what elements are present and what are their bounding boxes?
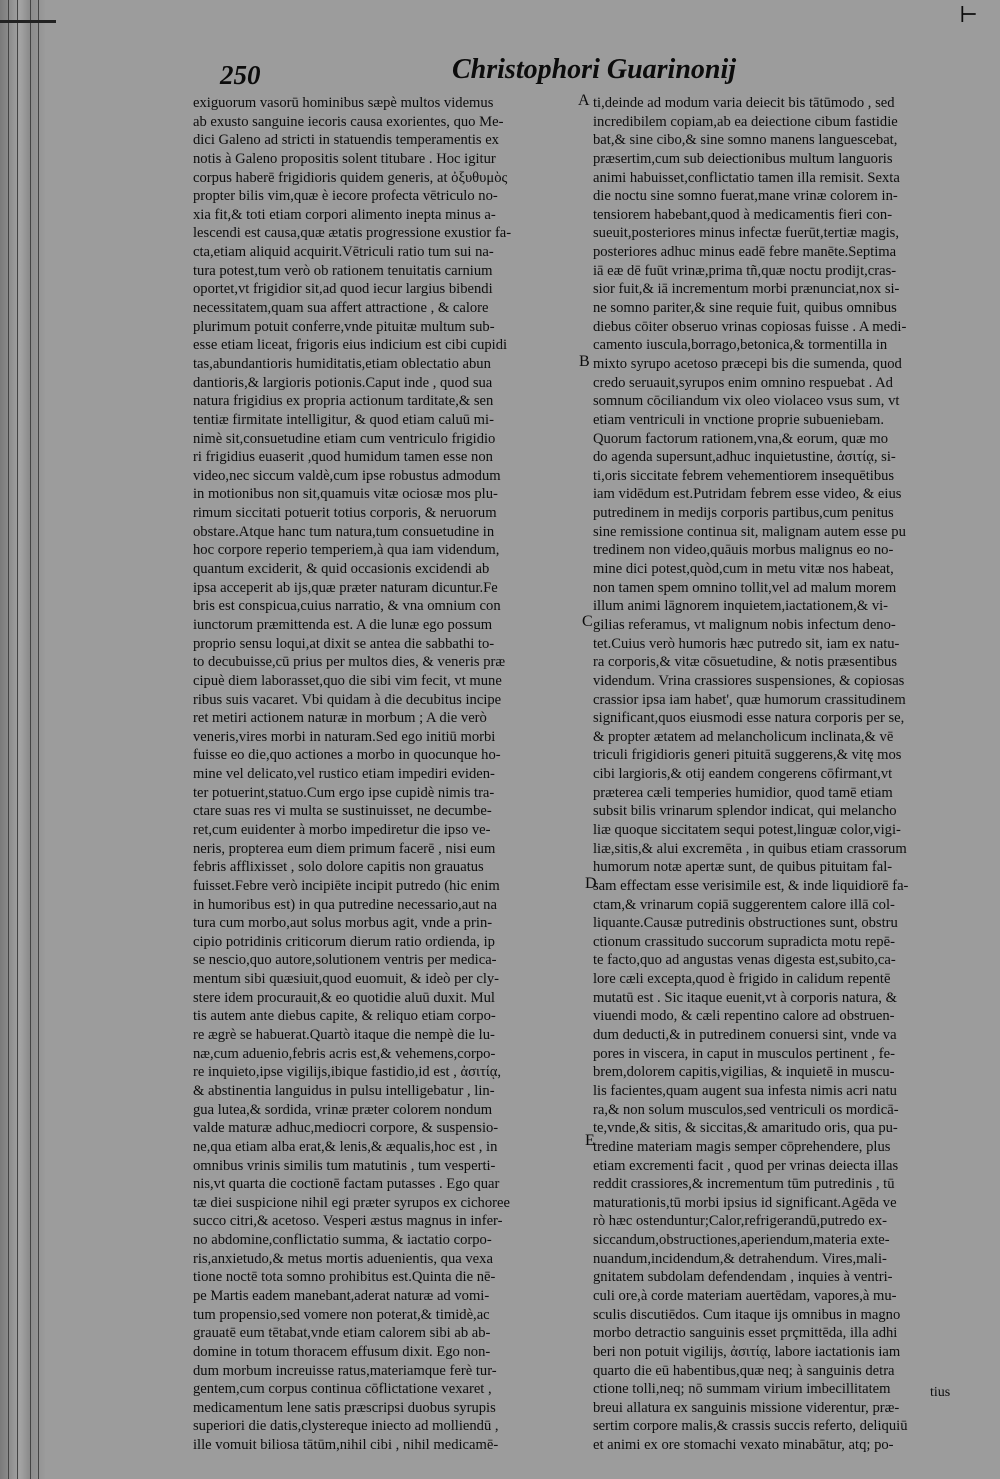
text-line: sam effectam esse verisimile est, & inde liquidiorē fa- xyxy=(593,877,909,894)
text-line: veneris,vires morbi in naturam.Sed ego initiū morbi xyxy=(193,728,496,745)
text-line: somnum cōciliandum vix oleo violaceo vsus sum, vt xyxy=(593,393,900,410)
text-line: ti,deinde ad modum varia deiecit bis tātūmodo , sed xyxy=(593,95,895,111)
text-line: cta,etiam aliquid acquirit.Vētriculi ratio tum sui na- xyxy=(193,244,494,261)
text-line: nimè sit,consuetudine etiam cum ventriculo frigidio xyxy=(193,430,496,447)
text-line: tentiæ firmitate intelligitur, & quod etiam caluū mi- xyxy=(193,411,494,428)
text-line: mentum sibi quæsiuit,quod euomuit, & ideò per cly- xyxy=(193,971,500,988)
text-line: natura frigidius ex propria actionum tarditate,& sen xyxy=(193,393,494,410)
text-line: necessitatem,quam sua affert attractione , & calore xyxy=(193,300,489,317)
text-line: esse etiam liceat, frigoris eius indicium est cibi cupidi xyxy=(193,337,508,354)
text-line: obstare.Atque hanc tum natura,tum consuetudine in xyxy=(193,523,495,540)
text-line: valde maturæ adhuc,mediocri corpore, & suspensio- xyxy=(193,1120,499,1137)
text-line: liæ quoque siccitatem sequi potest,linguæ color,vigi- xyxy=(593,821,901,838)
text-line: fuisset.Febre verò incipiēte incipit putredo (hic enim xyxy=(193,877,500,894)
text-line: sine remissione continua sit, malignam autem esse pu xyxy=(593,523,906,540)
text-line: pe Martis eadem manebant,aderat naturæ ad vomi- xyxy=(193,1288,490,1304)
text-line: quarto die eū habentibus,quæ neq; à sanguinis detra xyxy=(593,1362,895,1379)
text-line: cipuè diem laborasset,quo die sibi vim fecit, vt mune xyxy=(193,672,502,689)
text-line: mixto syrupo acetoso præcepi bis die sumenda, quod xyxy=(593,355,902,372)
text-line: ne somno pariter,& sine requie fuit, quibus omnibus xyxy=(593,300,897,317)
text-line: corpus haberē frigidioris quidem generis, at ὀξυθυμὸς xyxy=(193,169,508,186)
text-line: liæ,sitis,& alui excremēta , in quibus etiam crassorum xyxy=(593,840,907,857)
text-line: animi habuisset,conflictatio tamen illa remisit. Sexta xyxy=(593,169,900,186)
text-line: to decubuisse,cū prius per multos dies, & veneris præ xyxy=(193,654,506,671)
text-line: ab exusto sanguine iecoris causa exorientes, quo Me- xyxy=(193,113,504,130)
text-line: subsit bilis vrinarum splendor indicat, qui melancho xyxy=(593,803,897,820)
text-line: ter potuerint,statuo.Cum ergo ipse cupidè nimis tra- xyxy=(193,784,495,801)
text-line: fuisse eo die,quo actiones a morbo in quocunque ho- xyxy=(193,747,501,764)
text-line: tensiorem habebant,quod à medicamentis fieri con- xyxy=(593,206,893,223)
text-line: sculis discutiēdos. Cum itaque ijs omnibus in magno xyxy=(593,1306,901,1323)
text-line: ra,& non solum musculos,sed ventriculi os mordicā- xyxy=(593,1101,899,1118)
text-line: dantioris,& largioris potionis.Caput inde , quod sua xyxy=(193,374,493,391)
text-line: iunctorum præmittenda est. A die lunæ ego possum xyxy=(193,616,493,633)
text-line: nis,vt quarta die coctionē factam putasses . Ego quar xyxy=(193,1176,500,1193)
text-line: reddit crassiores,& incrementum tūm putredinis , tū xyxy=(593,1176,895,1193)
text-line: succo citri,& acetoso. Vesperi æstus magnus in infer- xyxy=(193,1213,503,1230)
text-line: siccandum,obstructiones,aperiendum,materia exte- xyxy=(593,1232,890,1249)
text-line: maturationis,tū morbi ipsius id significant.Agēda ve xyxy=(593,1194,897,1211)
text-line: neris, propterea eum diem primum facerē , nisi eum xyxy=(193,840,496,857)
text-line: cipio potridinis criticorum dierum ratio ordienda, ip xyxy=(193,933,495,950)
text-line: culi ore,à corde materiam auertēdam, vapores,à mu- xyxy=(593,1288,897,1304)
margin-marker-b: B xyxy=(579,353,590,370)
running-title: Christophori Guarinonij xyxy=(452,54,737,85)
text-line: quantum exciderit, & quid occasionis excidendi ab xyxy=(193,561,490,578)
text-line: tet.Cuius verò humoris hæc putredo sit, iam ex natu- xyxy=(593,635,900,652)
text-line: putredinem in medijs corporis partibus,cum penitus xyxy=(593,505,894,522)
text-line: rò hæc ostenduntur;Calor,refrigerandū,putredo ex- xyxy=(593,1213,888,1230)
text-line: tredine materiam magis semper cōprehendere, plus xyxy=(593,1138,891,1155)
text-line: humorum notæ apertæ sunt, de quibus pituitam fal- xyxy=(593,859,893,876)
text-line: credo seruauit,syrupos enim omnino respuebat . Ad xyxy=(593,374,893,391)
text-line: oportet,vt frigidior sit,ad quod iecur largius bibendi xyxy=(193,281,493,298)
text-line: mutatū est . Sic itaque euenit,vt à corporis natura, & xyxy=(593,989,897,1006)
text-line: tas,abundantioris humiditatis,etiam oblectatio abun xyxy=(193,355,491,372)
margin-marker-e: E xyxy=(585,1132,595,1149)
text-line: ctione tolli,neq; nō summam virium imbecillitatem xyxy=(593,1381,891,1398)
text-line: sior fuit,& iā incrementum morbi prænunciat,nox si- xyxy=(593,281,900,298)
text-line: notis à Galeno propositis solent titubare . Hoc igitur xyxy=(193,150,496,167)
text-line: re ægrè se habuerat.Quartò itaque die nempè die lu- xyxy=(193,1027,495,1044)
text-line: ctam,& vrinarum copiā suggerentem calore illā col- xyxy=(593,896,895,913)
text-line: xia fit,& toti etiam corpori alimento inepta minus a- xyxy=(193,206,496,223)
text-line: mine vel delicato,vel rustico etiam impediri eviden- xyxy=(193,766,495,783)
text-line: beri non potuit vigilijs, ἀσιτίᾳ, labore iactationis iam xyxy=(593,1343,901,1360)
text-line: ne,qua etiam alba erat,& lenis,& æqualis,hoc est , in xyxy=(193,1138,498,1155)
text-line: nuandum,incidendum,& detrahendum. Vires,mali- xyxy=(593,1250,887,1267)
binding-gutter xyxy=(0,0,46,1479)
text-line: se nescio,quo autore,solutionem ventris per medica- xyxy=(193,952,497,969)
text-line: febris afflixisset , solo dolore capitis non grauatus xyxy=(193,859,484,876)
text-line: ret,cum euidenter à morbo impediretur die ipso ve- xyxy=(193,821,491,838)
margin-marker-a: A xyxy=(578,92,590,109)
text-line: ctionum crassitudo succorum supradicta motu repē- xyxy=(593,933,895,950)
text-line: grauatē eum tētabat,vnde etiam calorem sibi ab ab- xyxy=(193,1325,491,1342)
text-line: superiori die datis,clystereque iniecto ad molliendū , xyxy=(193,1418,499,1435)
margin-marker-d: D xyxy=(585,875,597,892)
text-line: tione noctē tota somno prohibitus est.Quinta die nē- xyxy=(193,1269,496,1286)
margin-marker-c: C xyxy=(582,613,593,630)
text-line: etiam excrementi facit , quod per vrinas deiecta illas xyxy=(593,1157,899,1174)
text-line: iā eæ dē fuūt vrinæ,prima tñ,quæ noctu prodijt,cras- xyxy=(593,262,897,279)
text-line: dici Galeno ad stricti in statuendis temperamentis ex xyxy=(193,132,499,149)
text-line: etiam ventriculi in vnctione proprie subueniebam. xyxy=(593,411,884,428)
text-line: brem,dolorem capitis,vigilias, & inquietē in muscu- xyxy=(593,1064,895,1081)
catchword: tius xyxy=(930,1385,951,1400)
running-head xyxy=(210,54,770,92)
text-line: gua lutea,& sordida, vrinæ præter colorem nondum xyxy=(193,1101,493,1118)
text-line: posteriores adhuc minus eadē febre manēte.Septima xyxy=(593,244,897,261)
text-line: exiguorum vasorū hominibus sæpè multos videmus xyxy=(193,95,494,111)
text-line: videndum. Vrina crassiores suspensiones, & copiosas xyxy=(593,672,905,689)
text-line: video,nec siccum valdè,cum ipse robustus admodum xyxy=(193,467,501,484)
gutter-line xyxy=(17,0,18,1479)
text-line: gnitatem subdolam defendendam , inquies à ventri- xyxy=(593,1269,893,1286)
text-line: die noctu sine somno fuerat,mane vrinæ colorem in- xyxy=(593,188,898,205)
text-line: plurimum potuit conferre,vnde pituitæ multum sub- xyxy=(193,318,495,335)
text-line: & abstinentia languidus in pulsu intelligebatur , lin- xyxy=(193,1082,495,1099)
text-line: illum animi lāgnorem inquietem,iactationem,& vi- xyxy=(593,598,889,615)
text-line: te,vnde,& sitis, & siccitas,& amaritudo oris, qua pu- xyxy=(593,1120,898,1137)
text-line: sueuit,posteriores minus infectæ fuerūt,tertiæ magis, xyxy=(593,225,900,242)
text-line: proprio sensu loqui,at dixit se antea die sabbathi to- xyxy=(193,635,495,652)
text-line: ctare suas res vi multa se sustinuisset, ne decumbe- xyxy=(193,803,492,820)
text-line: propter bilis vim,quæ è iecore profecta vētriculo no- xyxy=(193,188,498,205)
right-text-column xyxy=(593,94,967,1455)
text-line: ra corporis,& vitæ cōsuetudine, & notis præsentibus xyxy=(593,654,898,671)
text-line: gentem,cum corpus continua cōflictatione vexaret , xyxy=(193,1381,492,1398)
text-line: ti,oris siccitate febrem vehementiorem insequētibus xyxy=(593,467,895,484)
text-line: et animi ex ore stomachi vexato minabātur, atq; po- xyxy=(593,1437,894,1454)
text-line: lore cæli excepta,quod è frigido in calidum repentē xyxy=(593,971,891,988)
text-line: præterea cæli temperies humidior, quod tamē etiam xyxy=(593,784,893,801)
text-line: diebus cōiter obseruo vrinas copiosas fuisse . A medi- xyxy=(593,318,907,335)
text-line: breui allatura ex sanguinis missione viderentur, præ- xyxy=(593,1399,900,1416)
text-line: tis autem ante diebus capite, & reliquo etiam corpo- xyxy=(193,1008,496,1025)
left-text-column xyxy=(193,94,579,1455)
text-line: ribus suis vacaret. Vbi quidam à die decubitus incipe xyxy=(193,691,502,708)
text-line: ret metiri actionem naturæ in morbum ; A die verò xyxy=(193,710,487,727)
text-line: triculi frigidioris generi pituitā suggerens,& vitę mos xyxy=(593,747,902,764)
gutter-line xyxy=(30,0,31,1479)
text-line: te facto,quo ad angustas venas digesta est,subito,ca- xyxy=(593,952,896,969)
text-line: rimum siccitati potuerit totius corporis, & neruorum xyxy=(193,505,497,522)
text-line: morbo detractio sanguinis esset prçmittēda, illa adhi xyxy=(593,1325,898,1342)
text-line: tura cum morbo,aut solus morbus agit, vnde a prin- xyxy=(193,915,493,932)
text-line: dum deducti,& in putredinem conuersi sint, vnde va xyxy=(593,1027,897,1044)
text-line: domine in totum thoracem effusum dixit. Ego non- xyxy=(193,1343,491,1360)
text-line: crassior ipsa iam habet', quæ humorum crassitudinem xyxy=(593,691,906,708)
text-line: significant,quos eiusmodi esse natura corporis per se, xyxy=(593,710,905,727)
page-number: 250 xyxy=(220,60,261,90)
text-line: ris,anxietudo,& metus mortis aduenientis, qua vexa xyxy=(193,1250,493,1267)
text-line: liquante.Causæ putredinis obstructiones sunt, obstru xyxy=(593,915,898,932)
text-line: lescendi est causa,quæ ætatis progressione exustior fa- xyxy=(193,225,512,242)
text-line: mine dici potest,quòd,cum in metu vitæ nos habeat, xyxy=(593,561,894,578)
text-line: præsertim,cum sub deiectionibus multum languoris xyxy=(593,150,893,167)
text-line: ipsa acceperit ab ijs,quæ præter naturam dicuntur.Fe xyxy=(193,579,498,596)
text-line: incredibilem copiam,ab ea deiectione cibum fastidie xyxy=(593,113,898,130)
text-line: & propter ætatem ad melancholicum inclinata,& vē xyxy=(593,728,894,745)
text-line: dum morbum increuisse ratus,materiamque ferè tur- xyxy=(193,1362,497,1379)
text-line: no abdomine,conflictatio summa, & iactatio corpo- xyxy=(193,1232,492,1249)
text-line: ille vomuit biliosa tātūm,nihil cibi , nihil medicamē- xyxy=(193,1437,499,1454)
edge-mark: ⊢ xyxy=(959,2,978,27)
text-line: in motionibus non sit,quamuis vitæ ociosæ mos plu- xyxy=(193,486,498,503)
text-line: bris est conspicua,cuius narratio, & vna omnium con xyxy=(193,598,501,615)
gutter-line xyxy=(8,0,9,1479)
text-line: tæ diei suspicione nihil egi præter syrupos ex cichoree xyxy=(193,1194,510,1211)
text-line: iam vidēdum est.Putridam febrem esse video, & eius xyxy=(593,486,902,503)
text-line: re inquieto,ipse vigilijs,ibique fastidio,id est , ἀσιτίᾳ, xyxy=(193,1064,502,1081)
gutter-line xyxy=(38,0,39,1479)
text-line: Quorum factorum rationem,vna,& eorum, quæ mo xyxy=(593,430,889,447)
text-line: cibi largioris,& otij eandem congerens cōfirmant,vt xyxy=(593,766,893,783)
text-line: bat,& sine cibo,& sine somno manens languescebat, xyxy=(593,132,898,149)
text-line: hoc corpore reperio temperiem,à qua iam videndum, xyxy=(193,542,500,559)
text-line: lis facientes,quam augent sua infesta nimis acri natu xyxy=(593,1082,897,1099)
text-line: viuendi modo, & cæli repentino calore ad obstruen- xyxy=(593,1008,895,1025)
text-line: ri frigidius euaserit ,quod humidum tamen esse non xyxy=(193,449,493,466)
text-line: medicamentum lene satis præscripsi duobus syrupis xyxy=(193,1399,496,1416)
text-line: tredinem non video,quāuis morbus malignus eo no- xyxy=(593,542,894,559)
text-line: pores in viscera, in caput in musculos pertinent , fe- xyxy=(593,1045,895,1062)
text-line: omnibus vrinis similis tum matutinis , tum vesperti- xyxy=(193,1157,496,1174)
text-line: do agenda supersunt,adhuc inquietustine, ἀσιτίᾳ, si- xyxy=(593,449,896,466)
text-line: gilias referamus, vt malignum nobis infectum deno- xyxy=(593,616,896,633)
text-line: næ,cum aduenio,febris acris est,& vehemens,corpo- xyxy=(193,1045,496,1062)
text-line: sertim corpore malis,& crassis succis referto, deliquiū xyxy=(593,1418,908,1435)
text-line: non tamen spem omnino tollit,vel ad malum morem xyxy=(593,579,897,596)
text-line: in humoribus est) in qua putredine necessario,aut na xyxy=(193,896,497,913)
text-line: camento iuscula,borrago,betonica,& tormentilla in xyxy=(593,337,888,354)
corner-mark xyxy=(0,20,56,23)
text-line: stere idem procurauit,& eo quotidie aluū duxit. Mul xyxy=(193,989,495,1006)
text-line: tura potest,tum verò ob rationem tenuitatis carnium xyxy=(193,262,493,279)
text-line: tum propensio,sed vomere non poterat,& timidè,ac xyxy=(193,1306,490,1323)
